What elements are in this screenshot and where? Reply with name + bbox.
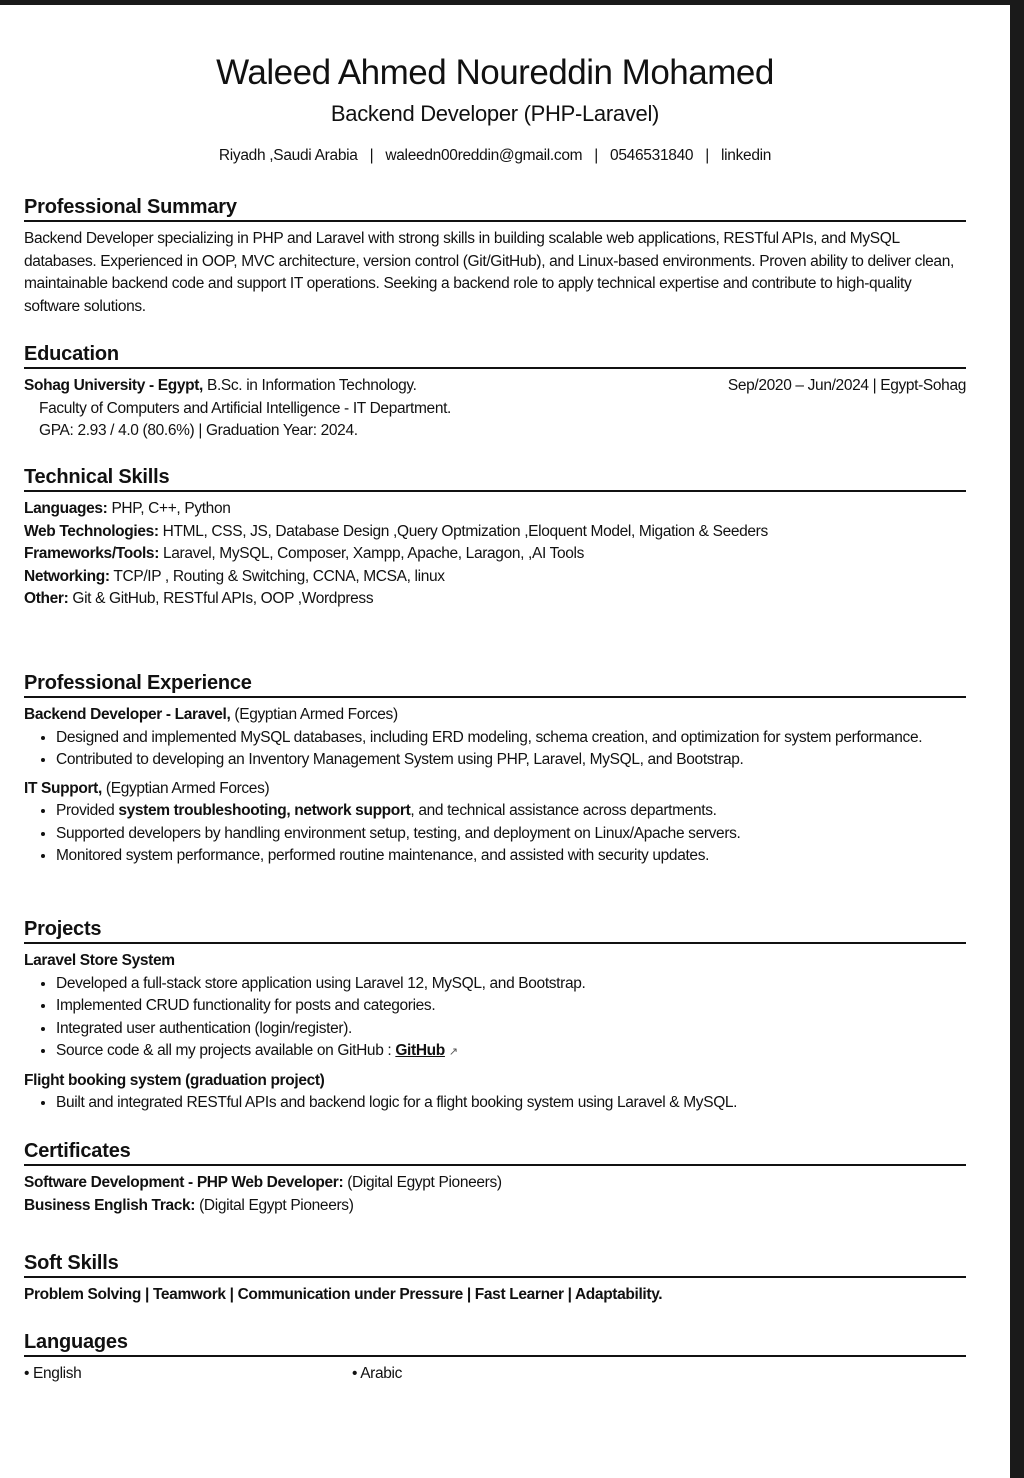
job-bullets [24, 727, 966, 772]
language-item: • English [24, 1365, 82, 1382]
education-dates: Sep/2020 – Jun/2024 | Egypt-Sohag [727, 377, 966, 394]
section-title: Soft Skills [24, 1251, 966, 1278]
bullet: • Built and integrated RESTful APIs and backend logic for a flight booking system using Laravel & MySQL. [56, 1092, 966, 1115]
skill-label: Networking: [24, 567, 110, 585]
bullet: • Developed a full-stack store application using Laravel 12, MySQL, and Bootstrap. [56, 973, 966, 996]
bullet: • Supported developers by handling environment setup, testing, and deployment on Linux/Apache servers. [56, 823, 966, 846]
degree: B.Sc. in Information Technology. [203, 377, 417, 394]
certificate: Software Development - PHP Web Developer: (Digital Egypt Pioneers) [24, 1174, 502, 1191]
certificates-section [24, 1139, 966, 1217]
section-title: Projects [24, 917, 966, 944]
skill-value: TCP/IP , Routing & Switching, CCNA, MCSA, linux [109, 567, 445, 585]
skill-label: Web Technologies: [24, 522, 159, 540]
job-bullets [24, 800, 966, 868]
soft-skills-section [24, 1251, 966, 1307]
project-name: Flight booking system (graduation project) [24, 1071, 325, 1089]
external-link-icon: ↗ [448, 1046, 458, 1058]
bullet: • Source code & all my projects available on GitHub : GitHub ↗ [56, 1040, 966, 1064]
section-title: Professional Summary [24, 195, 966, 222]
languages-section [24, 1330, 966, 1386]
section-title: Certificates [24, 1139, 966, 1166]
candidate-name: Waleed Ahmed Noureddin Mohamed [216, 53, 774, 92]
certificate: Business English Track: (Digital Egypt Pioneers) [24, 1196, 354, 1214]
project-bullets [24, 973, 966, 1064]
phone: 0546531840 [610, 147, 694, 164]
skill-label: Languages: [24, 500, 108, 517]
job-title: Backend Developer - Laravel, (Egyptian Armed Forces) [24, 706, 398, 723]
faculty: Faculty of Computers and Artificial Intelligence - IT Department. [39, 399, 452, 417]
candidate-role: Backend Developer (PHP-Laravel) [330, 101, 660, 126]
skill-row [24, 566, 966, 589]
resume-page [0, 5, 1010, 1478]
linkedin-link[interactable]: linkedin [720, 147, 772, 164]
skills-section [24, 465, 966, 611]
project-bullets [24, 1092, 966, 1115]
skill-value: Git & GitHub, RESTful APIs, OOP ,Wordpress [68, 590, 374, 607]
experience-section [24, 671, 966, 874]
bullet: • Implemented CRUD functionality for posts and categories. [56, 995, 966, 1018]
education-section [24, 342, 966, 443]
bullet: • Contributed to developing an Inventory Management System using PHP, Laravel, MySQL, and Bootstrap. [56, 749, 966, 772]
skill-row [24, 498, 966, 521]
school: Sohag University - Egypt, [24, 377, 204, 394]
bullet: • Integrated user authentication (login/register). [56, 1018, 966, 1041]
skill-row [24, 588, 966, 611]
skill-value: HTML, CSS, JS, Database Design ,Query Optmization ,Eloquent Model, Migation & Seeders [158, 522, 768, 540]
summary-section [24, 195, 966, 318]
contact-line: Riyadh ,Saudi Arabia | waleedn00reddin@gmail.com | 0546531840 | linkedin [218, 147, 772, 164]
section-title: Professional Experience [24, 671, 966, 698]
skill-row [24, 543, 966, 566]
skill-label: Frameworks/Tools: [24, 545, 160, 562]
section-title: Languages [24, 1330, 966, 1357]
project-name: Laravel Store System [24, 952, 175, 969]
email[interactable]: waleedn00reddin@gmail.com [385, 147, 583, 164]
bullet: • Monitored system performance, performed routine maintenance, and assisted with security updates. [56, 845, 966, 868]
skill-value: PHP, C++, Python [107, 500, 231, 517]
language-item: • Arabic [352, 1365, 403, 1382]
job-title: IT Support, (Egyptian Armed Forces) [24, 779, 270, 797]
github-link[interactable]: GitHub [395, 1042, 445, 1059]
projects-section [24, 917, 966, 1121]
skill-row [24, 521, 966, 544]
skill-value: Laravel, MySQL, Composer, Xampp, Apache, Laragon, ,AI Tools [159, 545, 585, 562]
bullet: • Provided system troubleshooting, network support, and technical assistance across departments. [56, 800, 966, 823]
skill-label: Other: [24, 590, 69, 607]
bullet: • Designed and implemented MySQL databases, including ERD modeling, schema creation, and optimization for system performance. [56, 727, 966, 750]
section-title: Technical Skills [24, 465, 966, 492]
summary-text: Backend Developer specializing in PHP and Laravel with strong skills in building scalable web applications, RESTful APIs, and MySQL databases. Experienced in OOP, MVC architecture, version control (Git/GitHub), and Linux-based environments. Proven ability to deliver clean, maintainable backend code and support IT operations. Seeking a backend role to apply technical expertise and contribute to high-quality software solutions. [24, 230, 954, 315]
location: Riyadh ,Saudi Arabia [218, 147, 358, 164]
section-title: Education [24, 342, 966, 369]
soft-skills-text: Problem Solving | Teamwork | Communication under Pressure | Fast Learner | Adaptability. [24, 1286, 663, 1303]
gpa: GPA: 2.93 / 4.0 (80.6%) | Graduation Year: 2024. [39, 422, 358, 439]
